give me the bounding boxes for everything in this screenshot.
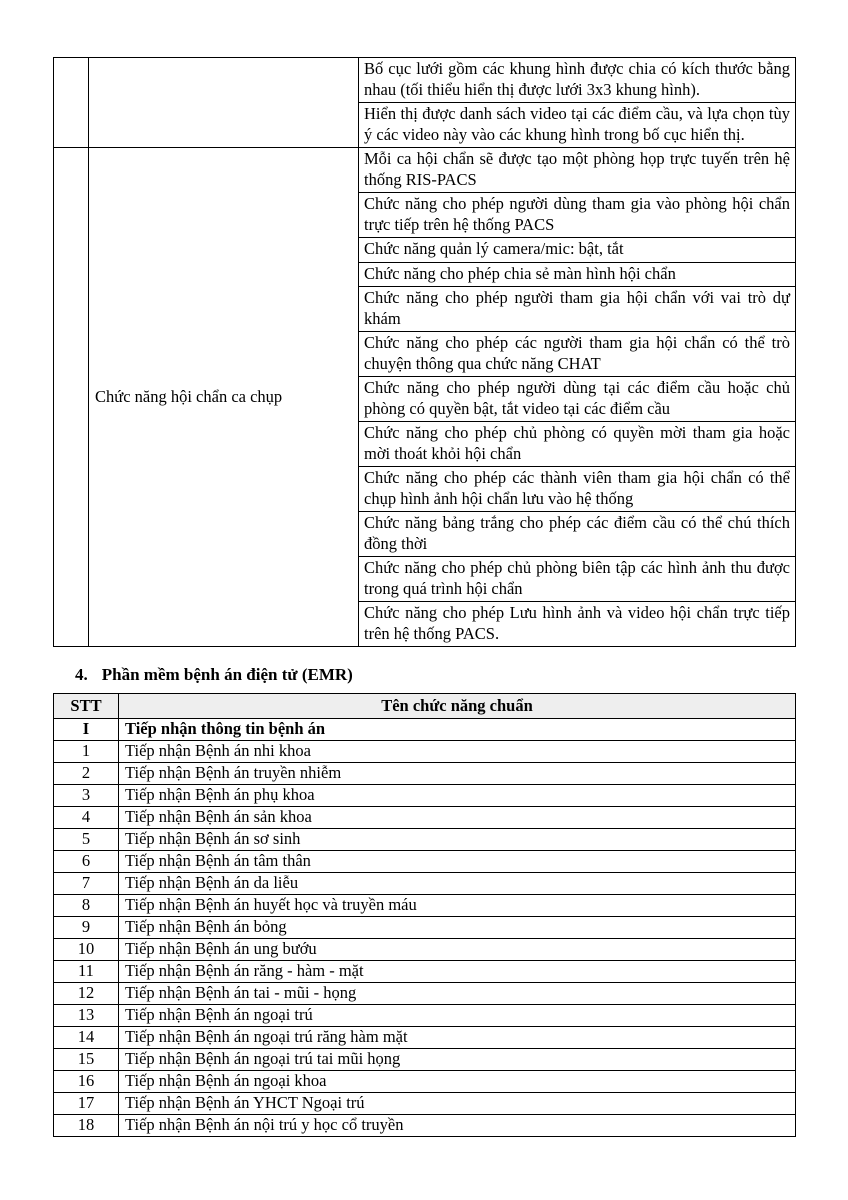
emr-row-stt: 16 [54,1071,119,1093]
consult-detail-text: Chức năng cho phép người dùng tại các điểm cầu hoặc chủ phòng có quyền bật, tắt video tại các điểm cầu [359,376,795,421]
consult-detail-text: Chức năng cho phép người tham gia hội chẩn với vai trò dự khám [359,286,795,331]
consult-detail-text: Chức năng cho phép các thành viên tham gia hội chẩn có thể chụp hình ảnh hội chẩn lưu vào hệ thống [359,466,795,511]
emr-row-stt: 15 [54,1049,119,1071]
table-row [54,1005,796,1027]
emr-row-stt: 7 [54,873,119,895]
consult-detail-text: Chức năng quản lý camera/mic: bật, tắt [359,237,795,262]
emr-row-name: Tiếp nhận Bệnh án truyền nhiễm [119,763,796,785]
emr-row-stt: 4 [54,807,119,829]
table-row [54,58,796,148]
page-content [53,57,795,1137]
emr-row-stt: 17 [54,1093,119,1115]
table-row [54,1071,796,1093]
table-row [54,1093,796,1115]
table-row [54,983,796,1005]
emr-header-name: Tên chức năng chuẩn [119,694,796,719]
emr-row-stt: 12 [54,983,119,1005]
emr-row-stt: 18 [54,1115,119,1137]
table-row [54,961,796,983]
table-row [54,1115,796,1137]
emr-row-stt: 11 [54,961,119,983]
consult-detail-text: Bố cục lưới gồm các khung hình được chia có kích thước bằng nhau (tối thiểu hiển thị được lưới 3x3 khung hình). [364,59,790,99]
emr-row-name: Tiếp nhận Bệnh án nhi khoa [119,741,796,763]
emr-row-stt: 5 [54,829,119,851]
table-header-row [54,694,796,719]
table-row [54,1027,796,1049]
consult-detail-text: Mỗi ca hội chẩn sẽ được tạo một phòng họp trực tuyến trên hệ thống RIS-PACS [364,149,790,189]
emr-row-name: Tiếp nhận Bệnh án sơ sinh [119,829,796,851]
emr-row-name: Tiếp nhận Bệnh án YHCT Ngoại trú [119,1093,796,1115]
table-row [54,873,796,895]
emr-row-name: Tiếp nhận Bệnh án răng - hàm - mặt [119,961,796,983]
consult-detail-text: Chức năng bảng trắng cho phép các điểm cầu có thể chú thích đồng thời [359,511,795,556]
emr-row-name: Tiếp nhận Bệnh án sản khoa [119,807,796,829]
emr-row-name: Tiếp nhận Bệnh án tai - mũi - họng [119,983,796,1005]
consult-detail-text: Chức năng cho phép chủ phòng biên tập các hình ảnh thu được trong quá trình hội chẩn [359,556,795,601]
emr-row-name: Tiếp nhận Bệnh án da liễu [119,873,796,895]
emr-row-stt: 8 [54,895,119,917]
emr-row-stt: 1 [54,741,119,763]
consult-table [53,57,796,647]
emr-row-name: Tiếp nhận Bệnh án bỏng [119,917,796,939]
consult-detail-text: Hiển thị được danh sách video tại các điểm cầu, và lựa chọn tùy ý các video này vào các khung hình trong bố cục hiển thị. [359,102,795,147]
consult-row1-stt-cell [54,58,89,148]
emr-row-stt: 3 [54,785,119,807]
consult-detail-text: Chức năng cho phép các người tham gia hội chẩn có thể trò chuyện thông qua chức năng CHAT [359,331,795,376]
table-row [54,917,796,939]
emr-row-name: Tiếp nhận Bệnh án nội trú y học cổ truyền [119,1115,796,1137]
emr-row-stt: 13 [54,1005,119,1027]
emr-row-name: Tiếp nhận Bệnh án ngoại trú răng hàm mặt [119,1027,796,1049]
table-row [54,807,796,829]
emr-row-name: Tiếp nhận Bệnh án huyết học và truyền máu [119,895,796,917]
emr-row-stt: 14 [54,1027,119,1049]
consult-row2-detail-cell [359,148,796,647]
table-row [54,763,796,785]
table-section-row [54,719,796,741]
table-row [54,939,796,961]
emr-row-stt: 6 [54,851,119,873]
emr-row-name: Tiếp nhận Bệnh án ngoại trú [119,1005,796,1027]
consult-row2-stt-cell [54,148,89,647]
emr-row-stt: 10 [54,939,119,961]
emr-row-name: Tiếp nhận Bệnh án tâm thân [119,851,796,873]
emr-row-name: Tiếp nhận Bệnh án ung bướu [119,939,796,961]
emr-section-stt: I [54,719,119,741]
table-row [54,851,796,873]
consult-row1-detail-cell [359,58,796,148]
table-row [54,895,796,917]
consult-detail-text: Chức năng cho phép Lưu hình ảnh và video hội chẩn trực tiếp trên hệ thống PACS. [359,601,795,646]
emr-row-name: Tiếp nhận Bệnh án ngoại khoa [119,1071,796,1093]
emr-section-name: Tiếp nhận thông tin bệnh án [119,719,796,741]
consult-detail-text: Chức năng cho phép chủ phòng có quyền mời tham gia hoặc mời thoát khỏi hội chẩn [359,421,795,466]
table-row [54,785,796,807]
emr-row-name: Tiếp nhận Bệnh án phụ khoa [119,785,796,807]
table-row [54,741,796,763]
table-row [54,148,796,647]
emr-row-stt: 9 [54,917,119,939]
table-row [54,829,796,851]
emr-table [53,693,796,1137]
emr-header-stt: STT [54,694,119,719]
emr-row-name: Tiếp nhận Bệnh án ngoại trú tai mũi họng [119,1049,796,1071]
consult-feature-group-label: Chức năng hội chẩn ca chụp [89,148,359,647]
consult-row1-label-cell [89,58,359,148]
table-row [54,1049,796,1071]
consult-detail-text: Chức năng cho phép người dùng tham gia vào phòng hội chẩn trực tiếp trên hệ thống PACS [359,192,795,237]
emr-section-heading [75,664,795,686]
consult-detail-text: Chức năng cho phép chia sẻ màn hình hội chẩn [359,262,795,287]
section-title: Phần mềm bệnh án điện tử (EMR) [101,665,353,684]
emr-row-stt: 2 [54,763,119,785]
section-number: 4. [75,665,88,684]
